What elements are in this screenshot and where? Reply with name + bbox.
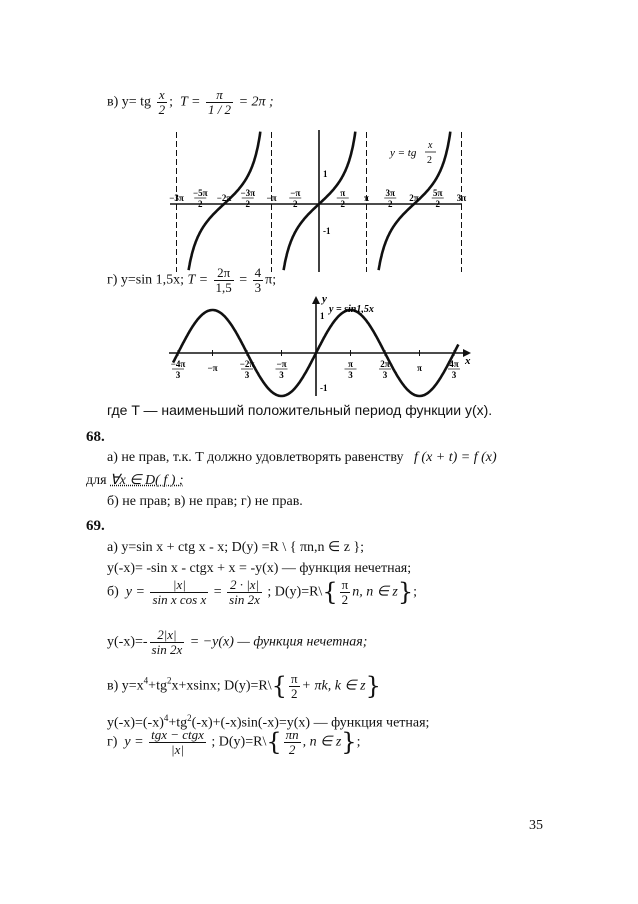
part-v-tail: = 2π ; <box>238 94 274 110</box>
period-definition: где T — наименьший положительный период функции y(x). <box>107 402 493 418</box>
problem-68a-cont-prefix: для <box>86 473 107 488</box>
separator: ; <box>169 94 173 110</box>
graph1-label-num: x <box>428 140 433 151</box>
part-g-prefix: г) y=sin 1,5x; <box>107 272 185 288</box>
graph1-label-den: 2 <box>427 155 432 166</box>
brace-close: } <box>397 578 414 607</box>
equals: = <box>213 584 222 600</box>
brace-open: { <box>271 672 287 701</box>
x-tick-label: −π <box>207 363 218 373</box>
problem-69v-even-a: y(-x)=(-x) <box>107 715 164 731</box>
x-tick-label: π <box>340 188 346 198</box>
x-tick-label: 3 <box>348 370 353 380</box>
set-tail: n, n ∈ z <box>352 584 398 600</box>
y-equals: y = <box>125 584 145 600</box>
frac-numerator: π <box>341 577 349 592</box>
set-frac <box>340 578 351 606</box>
brace-close: } <box>365 672 381 701</box>
problem-68a-equation: f (x + t) = f (x) <box>414 450 497 465</box>
power: 4 <box>143 675 149 686</box>
set-tail: , n ∈ z <box>302 734 342 750</box>
set-tail: + πk, k ∈ z <box>301 678 366 694</box>
brace-open: { <box>322 578 338 607</box>
x-tick-label: −2π <box>216 193 232 203</box>
problem-68a-text: а) не прав, т.к. T должно удовлетворять равенству <box>107 450 404 465</box>
problem-69b-odd-tail: = −y(x) — функция нечетная; <box>189 634 368 650</box>
x-tick-label: 3π <box>385 188 395 198</box>
frac-denominator: 2 <box>290 685 298 701</box>
problem-69g-prefix: г) <box>107 734 118 750</box>
problem-69v-mid2: x+xsinx; D(y)=R\ <box>171 678 272 694</box>
problem-68b: б) не прав; в) не прав; г) не прав. <box>107 494 303 509</box>
x-tick-label: 2 <box>245 199 250 209</box>
frac-denominator: 3 <box>254 279 262 295</box>
frac-numerator: 2π <box>214 266 234 281</box>
y-tick-1: 1 <box>320 311 325 321</box>
set-frac <box>284 728 301 756</box>
problem-68a <box>107 450 497 466</box>
problem-69v-even-c: (-x)+(-x)sin(-x)=y(x) — функция четная; <box>191 715 430 731</box>
frac-numerator: tgx − ctgx <box>151 727 204 742</box>
x-tick-label: 5π <box>433 188 443 198</box>
part-g-frac <box>214 266 234 294</box>
problem-69a-odd: y(-x)= -sin x - ctgx + x = -y(x) — функция нечетная; <box>107 561 412 576</box>
frac-denominator: sin x cos x <box>152 591 207 607</box>
problem-68a-cont-math: ∀x ∈ D( f ) ; <box>110 473 184 488</box>
frac-denominator: sin 2x <box>151 641 183 657</box>
part-v-prefix: в) y= tg <box>107 94 152 110</box>
problem-69b-frac1 <box>150 578 208 606</box>
frac-denominator: 1 / 2 <box>207 101 232 117</box>
tangent-graph <box>168 126 468 274</box>
x-tick-label: 2π <box>409 193 419 203</box>
power: 2 <box>187 713 192 723</box>
set-frac <box>289 672 300 700</box>
x-tick-label: 4π <box>449 359 459 369</box>
x-tick-label: −4π <box>170 359 186 369</box>
period-T: T = <box>187 272 209 288</box>
x-tick-label: 3π <box>456 193 467 203</box>
x-tick-label: 2 <box>388 199 393 209</box>
domain: ; D(y)=R\ <box>211 734 267 750</box>
x-tick-label: 2π <box>380 359 390 369</box>
x-tick-label: 2 <box>293 199 298 209</box>
part-v-formula <box>107 88 274 116</box>
frac-numerator: 4 <box>254 265 262 280</box>
problem-69b-odd-prefix: y(-x)=- <box>107 634 148 650</box>
frac-denominator: 2 <box>288 741 296 757</box>
problem-69b-odd-frac <box>150 628 185 656</box>
x-tick-label: 2 <box>435 199 440 209</box>
frac-denominator: 2 <box>158 101 166 117</box>
problem-69-number: 69. <box>86 518 105 534</box>
x-tick-label: π <box>417 363 422 373</box>
sine-graph <box>165 292 475 400</box>
x-tick-label: −π <box>290 188 301 198</box>
graph2-label: y = sin1,5x <box>329 304 374 315</box>
x-tick-label: 3 <box>175 370 181 380</box>
power: 2 <box>166 675 172 686</box>
graph1-label <box>389 140 436 166</box>
brace-open: { <box>266 728 282 757</box>
y-tick-minus1: -1 <box>323 226 331 236</box>
problem-69g <box>107 728 360 756</box>
y-axis-arrow <box>312 296 320 304</box>
x-tick-label: −π <box>276 359 287 369</box>
x-tick-label: 3 <box>279 370 284 380</box>
part-g-tail: π; <box>265 272 277 288</box>
x-tick-label: π <box>348 359 353 369</box>
problem-69v <box>107 672 381 700</box>
problem-69v-even-b: +tg <box>168 715 188 731</box>
frac-numerator: 2|x| <box>150 628 185 643</box>
problem-69v-prefix: в) y=x <box>107 678 144 694</box>
frac-denominator: 2 <box>341 591 349 607</box>
problem-69b-prefix: б) <box>107 584 119 600</box>
part-v-frac2 <box>206 88 233 116</box>
frac-numerator: x <box>157 88 168 103</box>
y-tick-1: 1 <box>323 169 328 179</box>
problem-68-number: 68. <box>86 429 105 445</box>
x-tick-label: 3 <box>382 370 388 380</box>
frac-denominator: |x| <box>171 741 184 757</box>
problem-68a-cont <box>86 472 184 489</box>
x-tick-label: −3π <box>169 193 184 203</box>
problem-69b-odd <box>107 628 367 656</box>
x-tick-label: 2 <box>340 199 345 209</box>
frac-numerator: π <box>206 88 233 103</box>
semicolon: ; <box>356 734 361 750</box>
x-tick-label: 2 <box>198 199 203 209</box>
y-axis-label: y <box>322 293 327 305</box>
frac-numerator: 2 · |x| <box>227 578 262 593</box>
period-T: T = <box>179 94 201 110</box>
x-tick-label: −π <box>266 193 277 203</box>
x-tick-label: −2π <box>239 359 255 369</box>
part-g-frac2 <box>253 266 264 294</box>
problem-69v-mid1: +tg <box>148 678 167 694</box>
graph1-label-prefix: y = tg <box>390 147 417 159</box>
frac-denominator: 1,5 <box>215 279 232 295</box>
problem-69b-frac2 <box>227 578 262 606</box>
part-v-frac <box>157 88 168 116</box>
brace-close: } <box>341 728 357 757</box>
problem-69g-frac <box>149 728 206 756</box>
part-g-formula <box>107 266 276 294</box>
x-tick-label: −3π <box>240 188 256 198</box>
frac-denominator: sin 2x <box>229 591 260 607</box>
x-tick-label: π <box>364 193 369 203</box>
x-tick-label: 3 <box>244 370 250 380</box>
x-tick-label: 3 <box>451 370 457 380</box>
problem-69a: а) y=sin x + ctg x - x; D(y) =R \ { πn,n ∈ z }; <box>107 540 365 555</box>
frac-numerator: πn <box>285 727 299 742</box>
x-tick-label: −5π <box>192 188 208 198</box>
frac-numerator: π <box>290 671 298 686</box>
problem-69b <box>107 578 417 606</box>
y-equals: y = <box>124 734 144 750</box>
page-number: 35 <box>529 818 543 833</box>
equals: = <box>239 272 248 288</box>
semicolon: ; <box>413 584 418 600</box>
domain: ; D(y)=R\ <box>267 584 323 600</box>
frac-numerator: |x| <box>150 578 208 593</box>
power: 4 <box>163 713 169 723</box>
y-tick-minus1: -1 <box>320 383 328 393</box>
x-axis-label: x <box>465 355 471 367</box>
